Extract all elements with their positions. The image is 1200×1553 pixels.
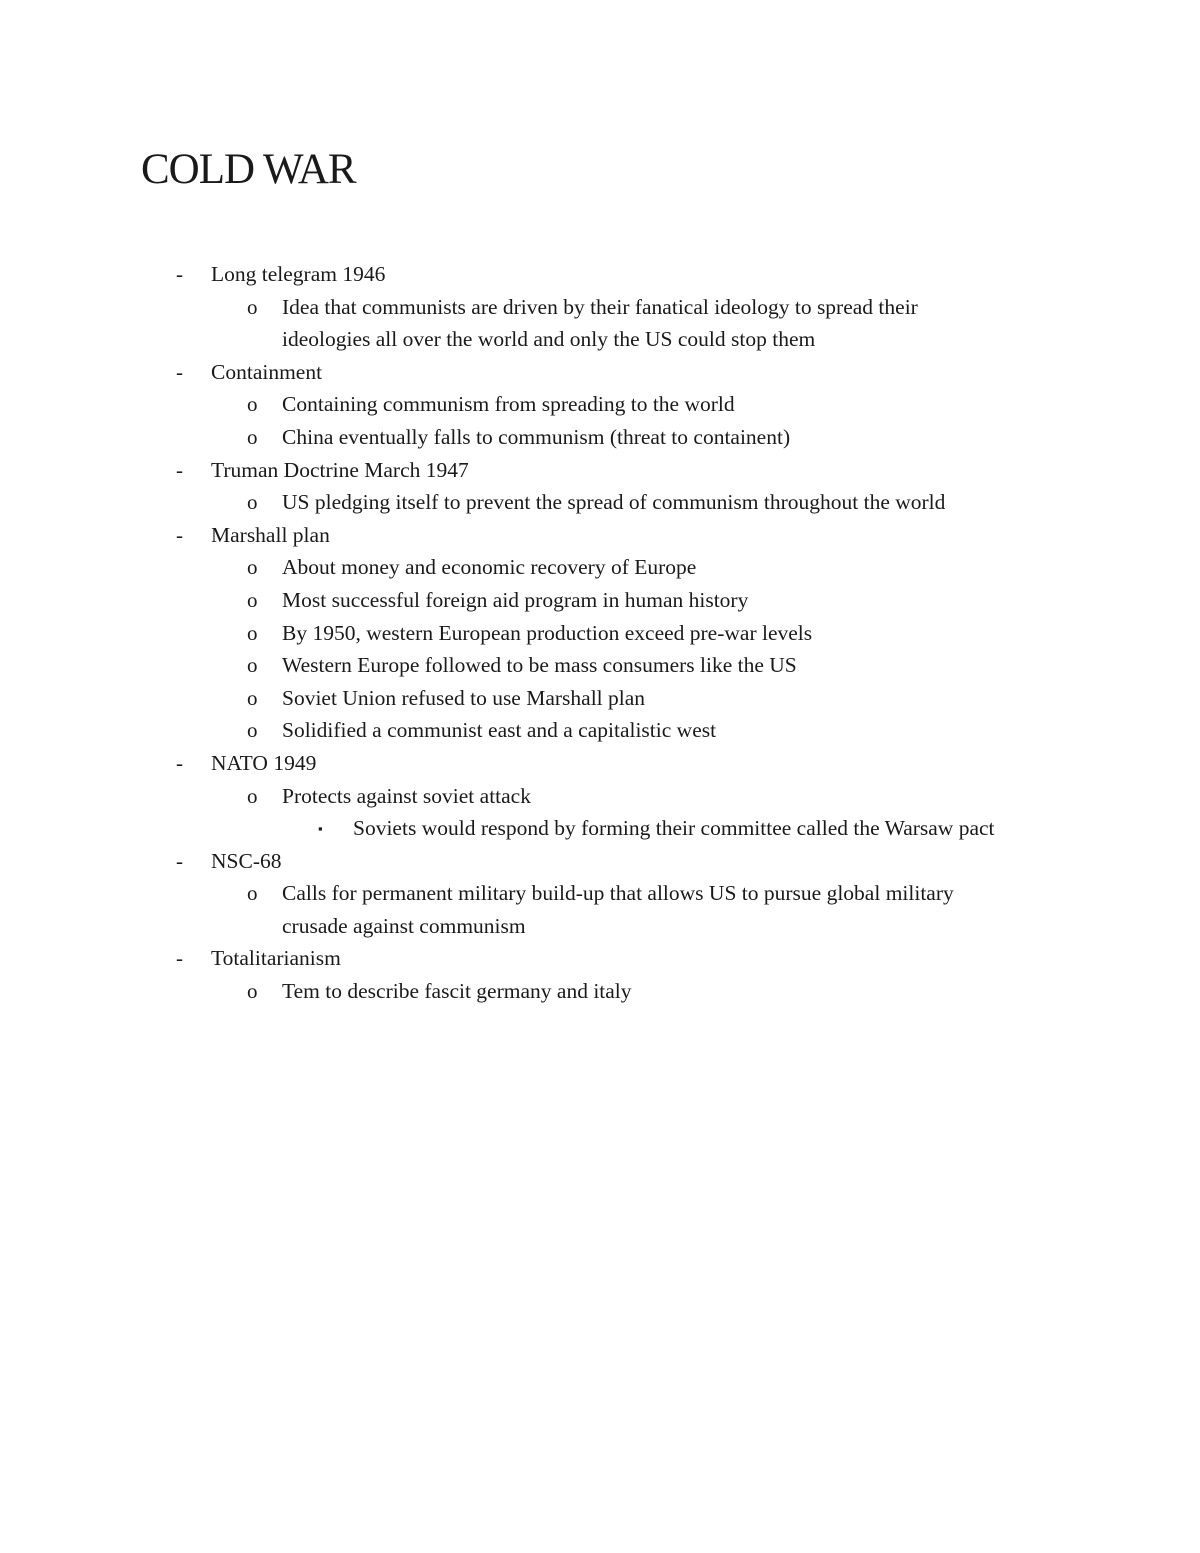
sub-item-text: About money and economic recovery of Europe	[282, 555, 697, 580]
sub-item-text: Most successful foreign aid program in human history	[282, 587, 749, 612]
sub-item-text: By 1950, western European production exceed pre-war levels	[282, 620, 813, 645]
outline-item-nato	[0, 747, 1200, 780]
circle-bullet: o	[247, 424, 258, 449]
outline-item-label: Totalitarianism	[211, 946, 341, 971]
sub-item	[0, 682, 1007, 715]
sub-item	[0, 877, 1007, 942]
circle-bullet: o	[247, 620, 258, 645]
outline-item-label: NSC-68	[211, 848, 282, 873]
dash-bullet: -	[176, 848, 183, 873]
sub-sub-item-text: Soviets would respond by forming their committee called the Warsaw pact	[353, 816, 995, 841]
outline-item-truman-doctrine	[0, 454, 1200, 487]
sub-item-text: US pledging itself to prevent the spread of communism throughout the world	[282, 490, 946, 515]
sub-item-text: Calls for permanent military build-up that allows US to pursue global military crusade against communism	[282, 881, 954, 938]
circle-bullet: o	[247, 685, 258, 710]
circle-bullet: o	[247, 718, 258, 743]
outline-item-totalitarianism	[0, 942, 1200, 975]
circle-bullet: o	[247, 653, 258, 678]
dash-bullet: -	[176, 750, 183, 775]
outline-item-nsc-68	[0, 845, 1200, 878]
sub-item-text: Soviet Union refused to use Marshall plan	[282, 685, 646, 710]
sub-item-text: Containing communism from spreading to the world	[282, 392, 735, 417]
sub-item	[0, 617, 1007, 650]
dash-bullet: -	[176, 262, 183, 286]
circle-bullet: o	[247, 979, 258, 1004]
outline-item-label: NATO 1949	[211, 750, 317, 775]
outline-item-label: Marshall plan	[211, 522, 330, 547]
sub-item	[0, 486, 1007, 519]
outline-item-long-telegram	[0, 258, 1200, 291]
sub-item-text: China eventually falls to communism (threat to containent)	[282, 424, 791, 449]
circle-bullet: o	[247, 783, 258, 808]
sub-item-text: Western Europe followed to be mass consumers like the US	[282, 653, 797, 678]
sub-item-text: Idea that communists are driven by their fanatical ideology to spread their ideologies all over the world and only the US could stop them	[282, 294, 918, 352]
sub-item-text: Protects against soviet attack	[282, 783, 531, 808]
outline-item-label: Containment	[211, 359, 323, 384]
sub-item	[0, 421, 1007, 454]
circle-bullet: o	[247, 587, 258, 612]
sub-sub-item	[0, 812, 1200, 845]
sub-item	[0, 714, 1007, 747]
document-title: COLD WAR	[141, 146, 356, 193]
sub-item	[0, 584, 1007, 617]
sub-item-text: Tem to describe fascit germany and italy	[282, 979, 632, 1004]
circle-bullet: o	[247, 881, 258, 906]
circle-bullet: o	[247, 490, 258, 515]
sub-item	[0, 551, 1007, 584]
sub-item	[0, 291, 1007, 356]
outline-item-label: Truman Doctrine March 1947	[211, 457, 469, 482]
dash-bullet: -	[176, 946, 183, 971]
circle-bullet: o	[247, 555, 258, 580]
outline-item-label: Long telegram 1946	[211, 262, 386, 286]
sub-item	[0, 780, 1007, 813]
notes-outline	[0, 258, 1200, 1008]
sub-item	[0, 975, 1007, 1008]
outline-item-containment	[0, 356, 1200, 389]
sub-item-text: Solidified a communist east and a capitalistic west	[282, 718, 717, 743]
dash-bullet: -	[176, 359, 183, 384]
sub-item	[0, 388, 1007, 421]
dash-bullet: -	[176, 457, 183, 482]
outline-item-marshall-plan	[0, 519, 1200, 552]
circle-bullet: o	[247, 392, 258, 417]
dash-bullet: -	[176, 522, 183, 547]
circle-bullet: o	[247, 294, 258, 319]
square-bullet: ▪	[318, 821, 323, 837]
sub-item	[0, 649, 1007, 682]
